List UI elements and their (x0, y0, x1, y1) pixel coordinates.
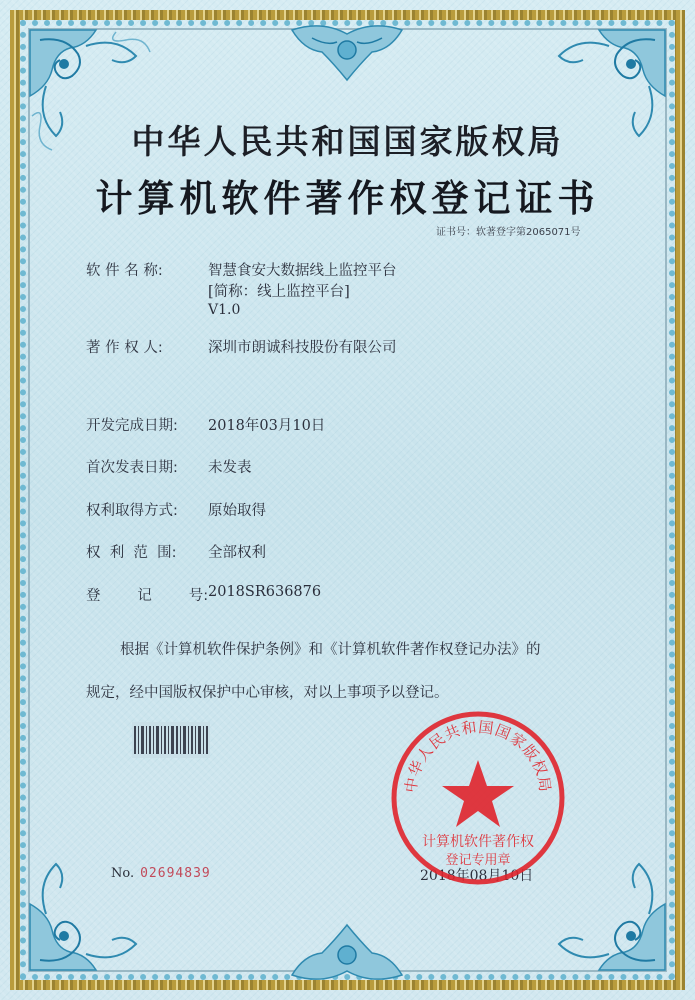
software-short-name: [简称：线上监控平台] (208, 284, 350, 300)
registration-number: 2018SR636876 (208, 584, 322, 600)
seal-inner-line-2: 登记专用章 (445, 853, 511, 868)
rights-scope-label: 权 利 范 围: (86, 545, 177, 561)
issuing-authority: 中华人民共和国国家版权局 (131, 122, 564, 161)
issue-date: 2018年08月10日 (420, 868, 534, 884)
software-name-label: 软 件 名 称: (86, 263, 163, 279)
acquire-method: 原始取得 (208, 503, 266, 519)
owner-label: 著 作 权 人: (86, 340, 163, 356)
serial-value: 02694839 (140, 866, 211, 881)
statement-line-1: 根据《计算机软件保护条例》和《计算机软件著作权登记办法》的 (120, 642, 541, 658)
dev-date: 2018年03月10日 (208, 418, 326, 434)
seal-ring-text: 中华人民共和国国家版权局 (401, 717, 555, 794)
software-version: V1.0 (208, 302, 241, 318)
seal-inner-line-1: 计算机软件著作权 (422, 834, 534, 850)
bottom-crest-ornament-icon (282, 905, 412, 985)
certificate-title: 计算机软件著作权登记证书 (95, 176, 600, 220)
top-crest-ornament-icon (282, 20, 412, 100)
official-seal-icon (390, 710, 566, 886)
acquire-method-label: 权利取得方式: (86, 503, 178, 519)
registration-number-label: 登 记 号: (86, 588, 209, 604)
dev-date-label: 开发完成日期: (86, 418, 178, 434)
software-name: 智慧食安大数据线上监控平台 (208, 263, 397, 279)
serial-number (111, 866, 211, 881)
rights-scope: 全部权利 (208, 545, 266, 561)
corner-ornament-icon (26, 844, 156, 974)
certificate-number: 证书号：软著登字第2065071号 (436, 227, 581, 238)
publish-date-label: 首次发表日期: (86, 460, 178, 476)
publish-date: 未发表 (208, 460, 252, 476)
owner-name: 深圳市朗诚科技股份有限公司 (208, 340, 397, 356)
serial-prefix: No. (111, 866, 135, 881)
barcode-icon (132, 722, 210, 758)
statement-line-2: 规定，经中国版权保护中心审核，对以上事项予以登记。 (86, 685, 449, 701)
